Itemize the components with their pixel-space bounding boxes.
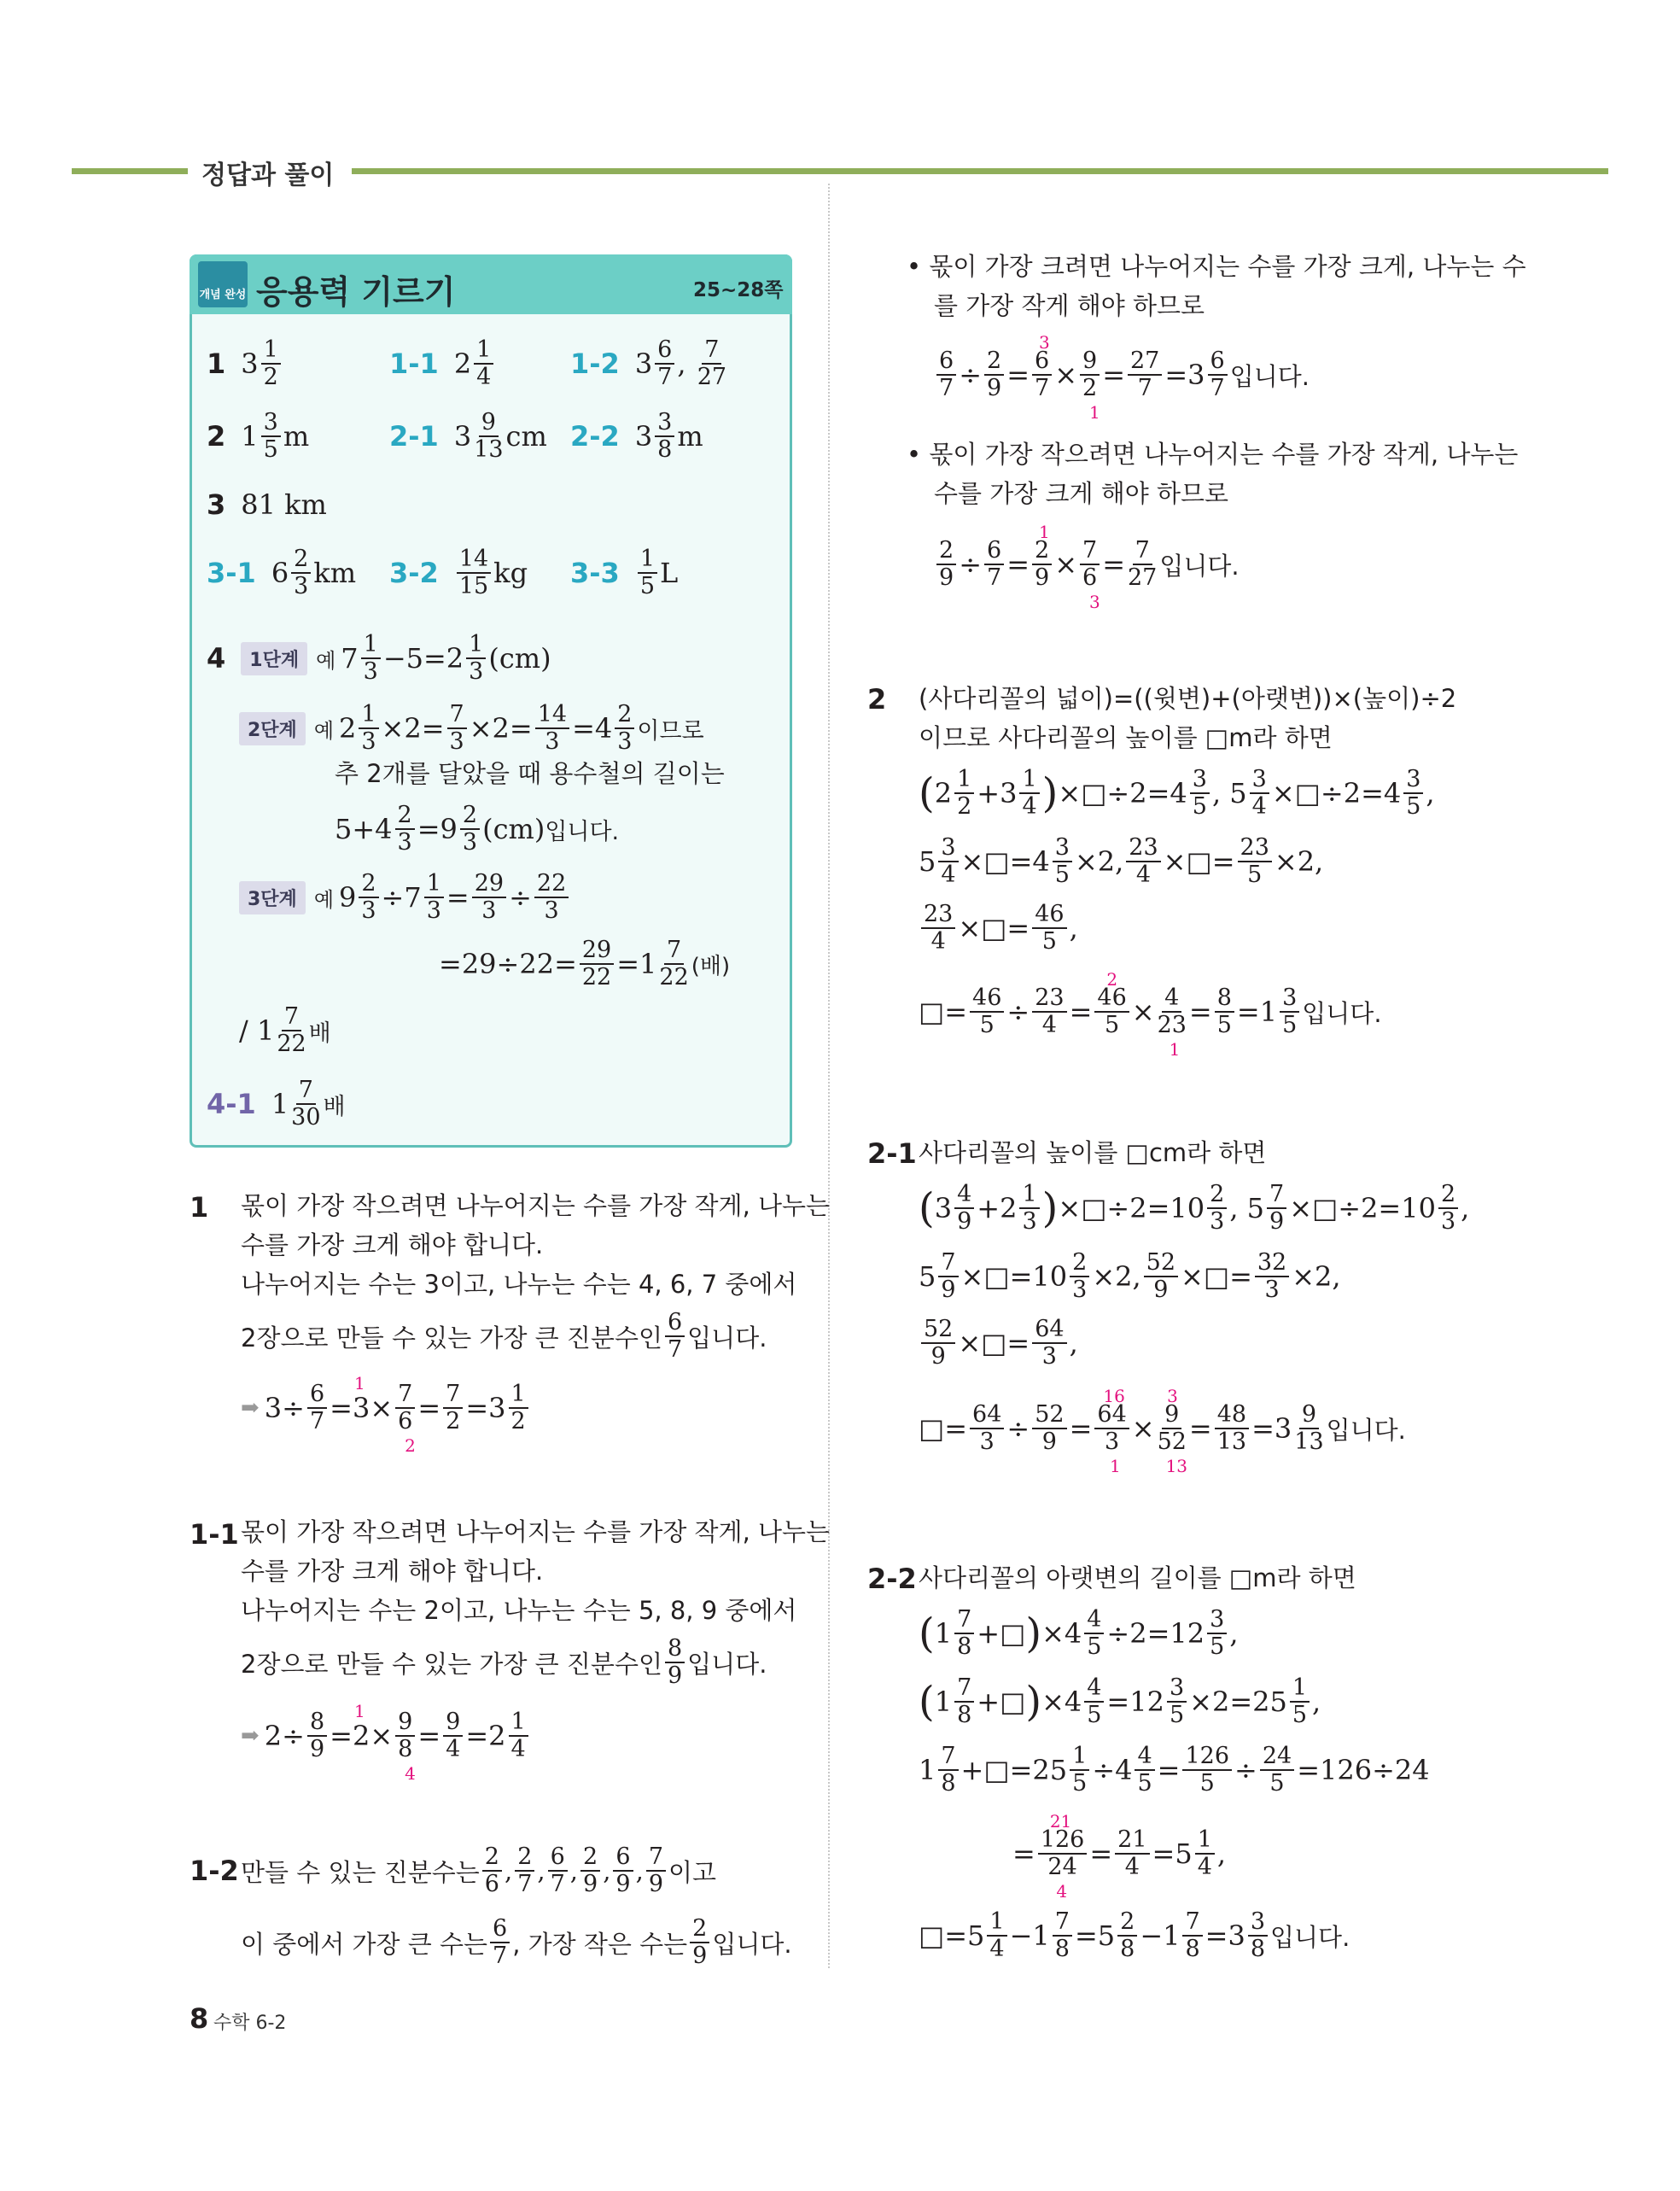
bullet-2-line2: 수를 가장 크게 해야 하므로 — [934, 479, 1229, 508]
problem-2-2-eq1: ( 1 $\frac{7}{8}$ +□ ) ×4 $\frac{4}{5}$ ÷2=12 $\frac{3}{5}$ , — [919, 1606, 1239, 1660]
header-rule-left — [72, 168, 188, 174]
problem-1-line2: 수를 가장 크게 해야 합니다. — [241, 1230, 544, 1259]
problem-1-1-line2: 수를 가장 크게 해야 합니다. — [241, 1557, 544, 1586]
bullet-1-line1: • 몫이 가장 크려면 나누어지는 수를 가장 크게, 나누는 수 — [907, 252, 1526, 281]
answer-3-3: 3-3 $\frac{1}{5}$ L — [570, 546, 679, 599]
problem-2-1-line1: 사다리꼴의 높이를 □cm라 하면 — [919, 1138, 1267, 1167]
problem-2-eq3: $\frac{23}{4}$ ×□= $\frac{46}{5}$ , — [919, 902, 1078, 955]
problem-2-number: 2 — [867, 683, 887, 716]
problem-2-1-eq3: $\frac{52}{9}$ ×□= $\frac{64}{3}$ , — [919, 1317, 1078, 1370]
problem-2-2-eq5: □=5 $\frac{1}{4}$ −1 $\frac{7}{8}$ =5 $\frac{2}{8}$ −1 $\frac{7}{8}$ =3 $\frac{3}{8}$ 입니다. — [919, 1908, 1350, 1962]
problem-1-2-number: 1-2 — [190, 1855, 239, 1887]
problem-1-1-line3: 나누어지는 수는 2이고, 나누는 수는 5, 8, 9 중에서 — [241, 1596, 797, 1625]
problem-1-2-line2: 이 중에서 가장 큰 수는 $\frac{6}{7}$ , 가장 작은 수는 $\frac{2}{9}$ 입니다. — [241, 1915, 792, 1969]
problem-2-2-eq2: ( 1 $\frac{7}{8}$ +□ ) ×4 $\frac{4}{5}$ =12 $\frac{3}{5}$ ×2=25 $\frac{1}{5}$ , — [919, 1674, 1321, 1728]
problem-2-eq1: ( 2 $\frac{1}{2}$ +3 $\frac{1}{4}$ ) ×□÷2=4 $\frac{3}{5}$ , 5 $\frac{3}{4}$ ×□÷2=4 $\frac{3}{5}$ , — [919, 766, 1435, 820]
q4-step2-text: 추 2개를 달았을 때 용수철의 길이는 — [335, 759, 725, 788]
problem-1-1-number: 1-1 — [190, 1518, 239, 1551]
problem-1-1-calc: ➡ 2÷ $\frac{8}{9}$ = 2 1 × 9 8 4 = $\frac{9}{4}$ =2 $\frac{1}{4}$ — [241, 1709, 531, 1762]
q4-final: / 1 $\frac{7}{22}$ 배 — [239, 1003, 331, 1057]
header-rule-right — [352, 168, 1608, 174]
problem-1-1-line1: 몫이 가장 작으려면 나누어지는 수를 가장 작게, 나누는 — [241, 1517, 831, 1546]
problem-1-line4: 2장으로 만들 수 있는 가장 큰 진분수인 $\frac{6}{7}$ 입니다. — [241, 1309, 767, 1363]
bullet-1-calc: $\frac{6}{7}$ ÷ $\frac{2}{9}$ = 6 3 7 × 9 2 1 = $\frac{27}{7}$ =3 $\frac{6}{7}$ 입니다. — [934, 348, 1310, 401]
problem-2-2-line1: 사다리꼴의 아랫변의 길이를 □m라 하면 — [919, 1563, 1356, 1592]
answer-2: 2 1 $\frac{3}{5}$ m — [207, 409, 310, 463]
q4-step2: 2단계 예 2 $\frac{1}{3}$ ×2= $\frac{7}{3}$ ×2= $\frac{14}{3}$ =4 $\frac{2}{3}$ 이므로 — [239, 702, 704, 755]
problem-2-1-eq2: 5 $\frac{7}{9}$ ×□=10 $\frac{2}{3}$ ×2, $\frac{52}{9}$ ×□= $\frac{32}{3}$ ×2, — [919, 1249, 1341, 1303]
book-title: 수학 6-2 — [213, 2013, 287, 2034]
answer-2-2: 2-2 3 $\frac{3}{8}$ m — [570, 409, 703, 463]
q4-step3: 3단계 예 9 $\frac{2}{3}$ ÷7 $\frac{1}{3}$ = $\frac{29}{3}$ ÷ $\frac{22}{3}$ — [239, 871, 571, 924]
answer-4-1: 4-1 1 $\frac{7}{30}$ 배 — [207, 1077, 346, 1131]
problem-1-1-line4: 2장으로 만들 수 있는 가장 큰 진분수인 $\frac{8}{9}$ 입니다. — [241, 1635, 767, 1689]
answer-3-2: 3-2 $\frac{14}{15}$ kg — [389, 546, 528, 599]
problem-2-2-eq4: = 126 21 24 4 = $\frac{21}{4}$ =5 $\frac{1}{4}$ , — [1012, 1811, 1227, 1902]
q4-step1: 4 1단계 예 7 $\frac{1}{3}$ −5=2 $\frac{1}{3}$ (cm) — [207, 631, 551, 685]
page-number: 8 — [190, 2002, 209, 2035]
answer-3: 3 81 km — [207, 488, 327, 521]
q4-step3-line2: =29÷22= $\frac{29}{22}$ =1 $\frac{7}{22}$ (배) — [439, 937, 731, 990]
problem-2-2-number: 2-2 — [867, 1563, 917, 1595]
problem-2-1-eq4: □= $\frac{64}{3}$ ÷ $\frac{52}{9}$ = 64 16 3 1 × 9 3 52 13 = $\frac{48}{13}$ =3 $\frac{9}{13}$ 입니다. — [919, 1386, 1406, 1476]
problem-1-line3: 나누어지는 수는 3이고, 나누는 수는 4, 6, 7 중에서 — [241, 1270, 797, 1299]
problem-2-eq4: □= $\frac{46}{5}$ ÷ $\frac{23}{4}$ = 46 2 5 × 4 23 1 = $\frac{8}{5}$ =1 $\frac{3}{5}$ 입니다. — [919, 969, 1382, 1060]
summary-pages: 25~28쪽 — [693, 279, 784, 301]
answer-1-1: 1-1 2 $\frac{1}{4}$ — [389, 337, 496, 390]
problem-1-2-line1: 만들 수 있는 진분수는 $\frac{2}{6}$ , $\frac{2}{7}$ , $\frac{6}{7}$ , $\frac{2}{9}$ , $\frac{6}{9}$ , $\frac{7}{9}$ 이고 — [241, 1843, 717, 1897]
problem-2-1-number: 2-1 — [867, 1137, 917, 1170]
problem-2-1-eq1: ( 3 $\frac{4}{9}$ +2 $\frac{1}{3}$ ) ×□÷2=10 $\frac{2}{3}$ , 5 $\frac{7}{9}$ ×□÷2=10 $\frac{2}{3}$ , — [919, 1181, 1470, 1235]
problem-2-2-eq3: 1 $\frac{7}{8}$ +□=25 $\frac{1}{5}$ ÷4 $\frac{4}{5}$ = $\frac{126}{5}$ ÷ $\frac{24}{5}$ =126÷24 — [919, 1743, 1430, 1797]
answer-1: 1 3 $\frac{1}{2}$ — [207, 337, 283, 390]
problem-1-number: 1 — [190, 1191, 209, 1224]
q4-step2-result: 5+4 $\frac{2}{3}$ =9 $\frac{2}{3}$ (cm) 입니다. — [335, 802, 620, 856]
answer-2-1: 2-1 3 $\frac{9}{13}$ cm — [389, 409, 547, 463]
bullet-2-calc: $\frac{2}{9}$ ÷ $\frac{6}{7}$ = 2 1 9 × 7 6 3 = $\frac{7}{27}$ 입니다. — [934, 538, 1240, 591]
problem-1-line1: 몫이 가장 작으려면 나누어지는 수를 가장 작게, 나누는 — [241, 1191, 831, 1220]
bullet-2-line1: • 몫이 가장 작으려면 나누어지는 수를 가장 작게, 나누는 — [907, 440, 1519, 469]
problem-2-line2: 이므로 사다리꼴의 높이를 □m라 하면 — [919, 723, 1333, 752]
problem-2-eq2: 5 $\frac{3}{4}$ ×□=4 $\frac{3}{5}$ ×2, $\frac{23}{4}$ ×□= $\frac{23}{5}$ ×2, — [919, 834, 1324, 888]
summary-title: 응용력 기르기 — [256, 273, 456, 311]
answer-1-2: 1-2 3 $\frac{6}{7}$ , $\frac{7}{27}$ — [570, 336, 727, 390]
concept-badge: 개념 완성 — [198, 261, 248, 307]
problem-2-line1: (사다리꼴의 넓이)=((윗변)+(아랫변))×(높이)÷2 — [919, 684, 1457, 713]
problem-1-calc: ➡ 3÷ $\frac{6}{7}$ = 3 1 × 7 6 2 = $\frac{7}{2}$ =3 $\frac{1}{2}$ — [241, 1382, 531, 1434]
bullet-1-line2: 를 가장 작게 해야 하므로 — [934, 291, 1205, 320]
section-title: 정답과 풀이 — [201, 161, 335, 190]
column-divider — [828, 184, 830, 1968]
answer-3-1: 3-1 6 $\frac{2}{3}$ km — [207, 546, 357, 599]
